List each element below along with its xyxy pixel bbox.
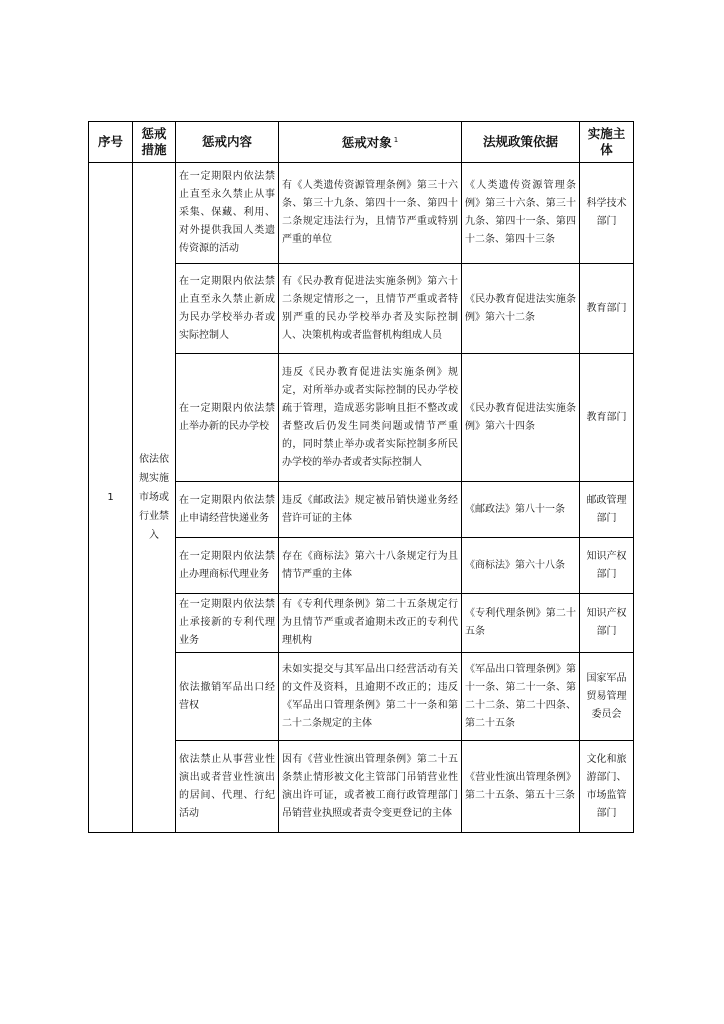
cell-content: 依法撤销军品出口经营权 — [176, 653, 279, 741]
cell-basis: 《专利代理条例》第二十五条 — [462, 594, 580, 653]
cell-basis: 《民办教育促进法实施条例》第六十二条 — [462, 264, 580, 354]
cell-target: 未如实提交与其军品出口经营活动有关的文件及资料，且逾期不改正的；违反《军品出口管理条例》第二十一条和第二十二条规定的主体 — [279, 653, 462, 741]
cell-target: 违反《民办教育促进法实施条例》规定，对所举办或者实际控制的民办学校疏于管理，造成恶劣影响且拒不整改或者整改后仍发生同类问题或情节严重的，同时禁止举办或者实际控制多所民办学校的举办者或者实际控制人 — [279, 354, 462, 482]
cell-target: 有《人类遗传资源管理条例》第三十六条、第三十九条、第四十一条、第四十二条规定违法行为，且情节严重或特别严重的单位 — [279, 163, 462, 264]
cell-subject: 知识产权部门 — [580, 538, 634, 594]
header-seq: 序号 — [89, 122, 133, 163]
header-content: 惩戒内容 — [176, 122, 279, 163]
header-target — [279, 122, 462, 163]
group-seq: 1 — [89, 163, 133, 833]
cell-content: 在一定期限内依法禁止直至永久禁止从事采集、保藏、利用、对外提供我国人类遗传资源的活动 — [176, 163, 279, 264]
header-measure: 惩戒措施 — [133, 122, 176, 163]
cell-content: 在一定期限内依法禁止直至永久禁止新成为民办学校举办者或实际控制人 — [176, 264, 279, 354]
cell-target: 违反《邮政法》规定被吊销快递业务经营许可证的主体 — [279, 482, 462, 538]
cell-target: 有《专利代理条例》第二十五条规定行为且情节严重或者逾期未改正的专利代理机构 — [279, 594, 462, 653]
cell-basis: 《商标法》第六十八条 — [462, 538, 580, 594]
cell-basis: 《民办教育促进法实施条例》第六十四条 — [462, 354, 580, 482]
footnote-marker: 1 — [393, 136, 399, 145]
cell-subject: 邮政管理部门 — [580, 482, 634, 538]
group-measure: 依法依规实施市场或行业禁入 — [133, 163, 176, 833]
cell-target: 因有《营业性演出管理条例》第二十五条禁止情形被文化主管部门吊销营业性演出许可证，或者被工商行政管理部门吊销营业执照或者责令变更登记的主体 — [279, 741, 462, 833]
table-header-row — [89, 122, 634, 163]
cell-target: 有《民办教育促进法实施条例》第六十二条规定情形之一，且情节严重或者特别严重的民办学校举办者及实际控制人、决策机构或者监督机构组成人员 — [279, 264, 462, 354]
header-target-label: 惩戒对象 — [341, 135, 392, 151]
cell-content: 依法禁止从事营业性演出或者营业性演出的居间、代理、行纪活动 — [176, 741, 279, 833]
cell-basis: 《人类遗传资源管理条例》第三十六条、第三十九条、第四十一条、第四十二条、第四十三条 — [462, 163, 580, 264]
cell-subject: 科学技术部门 — [580, 163, 634, 264]
cell-content: 在一定期限内依法禁止承接新的专利代理业务 — [176, 594, 279, 653]
discipline-measures-table — [88, 121, 634, 833]
table-row — [89, 163, 634, 264]
cell-subject: 教育部门 — [580, 264, 634, 354]
header-subject: 实施主体 — [580, 122, 634, 163]
header-basis: 法规政策依据 — [462, 122, 580, 163]
cell-content: 在一定期限内依法禁止举办新的民办学校 — [176, 354, 279, 482]
cell-subject: 知识产权部门 — [580, 594, 634, 653]
cell-content: 在一定期限内依法禁止办理商标代理业务 — [176, 538, 279, 594]
cell-content: 在一定期限内依法禁止申请经营快递业务 — [176, 482, 279, 538]
cell-basis: 《邮政法》第八十一条 — [462, 482, 580, 538]
cell-basis: 《营业性演出管理条例》第二十五条、第五十三条 — [462, 741, 580, 833]
cell-subject: 国家军品贸易管理委员会 — [580, 653, 634, 741]
cell-basis: 《军品出口管理条例》第十一条、第二十一条、第二十二条、第二十四条、第二十五条 — [462, 653, 580, 741]
cell-subject: 文化和旅游部门、市场监管部门 — [580, 741, 634, 833]
cell-target: 存在《商标法》第六十八条规定行为且情节严重的主体 — [279, 538, 462, 594]
cell-subject: 教育部门 — [580, 354, 634, 482]
